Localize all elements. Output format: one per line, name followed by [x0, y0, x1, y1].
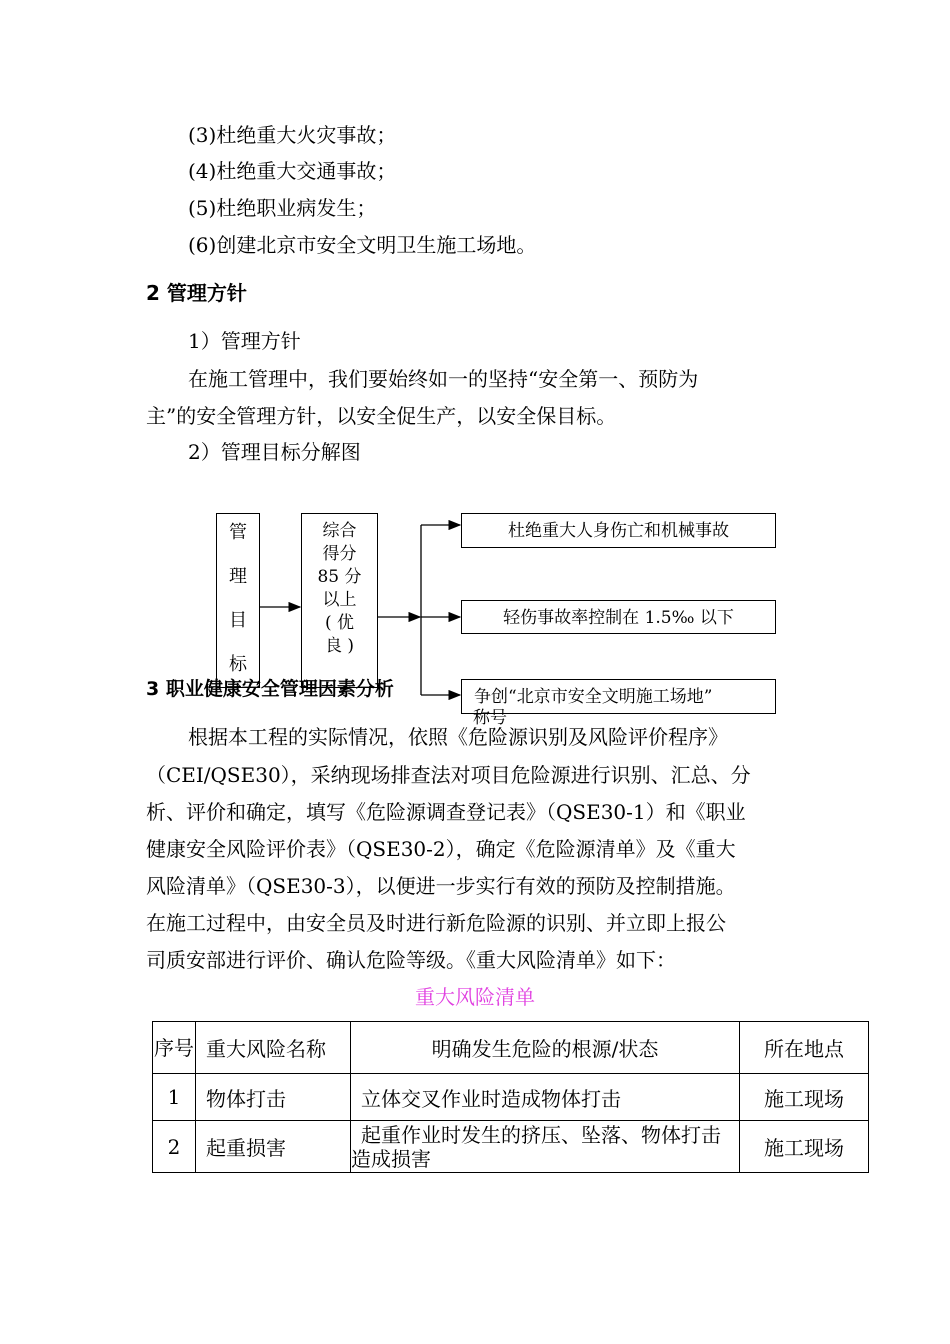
cell-risk-name: 起重损害: [196, 1121, 351, 1173]
risk-table: [152, 1021, 869, 1173]
analysis-paragraph-line-4: 健康安全风险评价表》（QSE30-2），确定《危险源清单》及《重大: [146, 837, 736, 861]
score-box-line: 得分: [322, 544, 357, 564]
policy-paragraph-line-2: 主”的安全管理方针，以安全促生产，以安全保目标。: [146, 404, 617, 428]
score-box-line: 综合: [322, 521, 357, 541]
target-box-1-text: 杜绝重大人身伤亡和机械事故: [508, 521, 729, 541]
cell-index: 2: [153, 1121, 196, 1173]
target-box-3-text: 争创“北京市安全文明施工场地”: [474, 687, 713, 707]
cell-risk-source: 起重作业时发生的挤压、坠落、物体打击造成损害: [351, 1121, 740, 1173]
subheading-management-policy: 1）管理方针: [188, 329, 301, 353]
target-box-1: [461, 513, 776, 548]
analysis-paragraph-line-5: 风险清单》（QSE30-3），以便进一步实行有效的预防及控制措施。: [146, 874, 736, 898]
cell-index: 1: [153, 1074, 196, 1121]
header-location: 所在地点: [740, 1022, 869, 1074]
score-box-line: ( 优: [324, 613, 355, 633]
score-box-line: 85 分: [317, 567, 362, 587]
left-box-char: 目: [229, 610, 247, 631]
management-goal-box: [216, 513, 260, 688]
cell-risk-name: 物体打击: [196, 1074, 351, 1121]
cell-location: 施工现场: [740, 1121, 869, 1173]
score-box-line: 以上: [322, 590, 357, 610]
analysis-paragraph-line-1: 根据本工程的实际情况，依照《危险源识别及风险评价程序》: [188, 725, 728, 749]
header-risk-source: 明确发生危险的根源/状态: [351, 1022, 740, 1074]
analysis-paragraph-line-3: 析、评价和确定，填写《危险源调查登记表》（QSE30-1）和《职业: [146, 800, 746, 824]
header-index: 序号: [153, 1022, 196, 1074]
risk-table-caption: 重大风险清单: [415, 985, 535, 1009]
risk-table-header-row: [153, 1022, 869, 1074]
left-box-char: 理: [229, 566, 247, 587]
target-box-3: [461, 679, 776, 714]
section-2-heading: 2 管理方针: [146, 281, 247, 305]
score-box: [301, 513, 378, 688]
cell-risk-source: 立体交叉作业时造成物体打击: [351, 1074, 740, 1121]
analysis-paragraph-line-2: （CEI/QSE30），采纳现场排查法对项目危险源进行识别、汇总、分: [146, 763, 751, 787]
goal-item-5: (5)杜绝职业病发生；: [188, 196, 377, 220]
target-box-2-text: 轻伤事故率控制在 1.5‰ 以下: [503, 608, 734, 628]
cell-location: 施工现场: [740, 1074, 869, 1121]
target-box-3-overflow-text: 称号: [473, 708, 507, 728]
analysis-paragraph-line-6: 在施工过程中，由安全员及时进行新危险源的识别、并立即上报公: [146, 911, 726, 935]
left-box-char: 标: [229, 654, 247, 675]
analysis-paragraph-line-7: 司质安部进行评价、确认危险等级。《重大风险清单》如下：: [146, 948, 676, 972]
table-row: [153, 1074, 869, 1121]
policy-paragraph-line-1: 在施工管理中，我们要始终如一的坚持“安全第一、预防为: [188, 367, 699, 391]
header-risk-name: 重大风险名称: [196, 1022, 351, 1074]
left-box-char: 管: [229, 522, 247, 543]
score-box-line: 良 ): [324, 636, 355, 656]
goal-item-6: (6)创建北京市安全文明卫生施工场地。: [188, 233, 537, 257]
goal-item-4: (4)杜绝重大交通事故；: [188, 159, 397, 183]
section-3-heading: 3 职业健康安全管理因素分析: [146, 678, 394, 700]
subheading-goal-diagram: 2）管理目标分解图: [188, 440, 361, 464]
table-row: [153, 1121, 869, 1173]
goal-item-3: (3)杜绝重大火灾事故；: [188, 123, 397, 147]
target-box-2: [461, 600, 776, 634]
